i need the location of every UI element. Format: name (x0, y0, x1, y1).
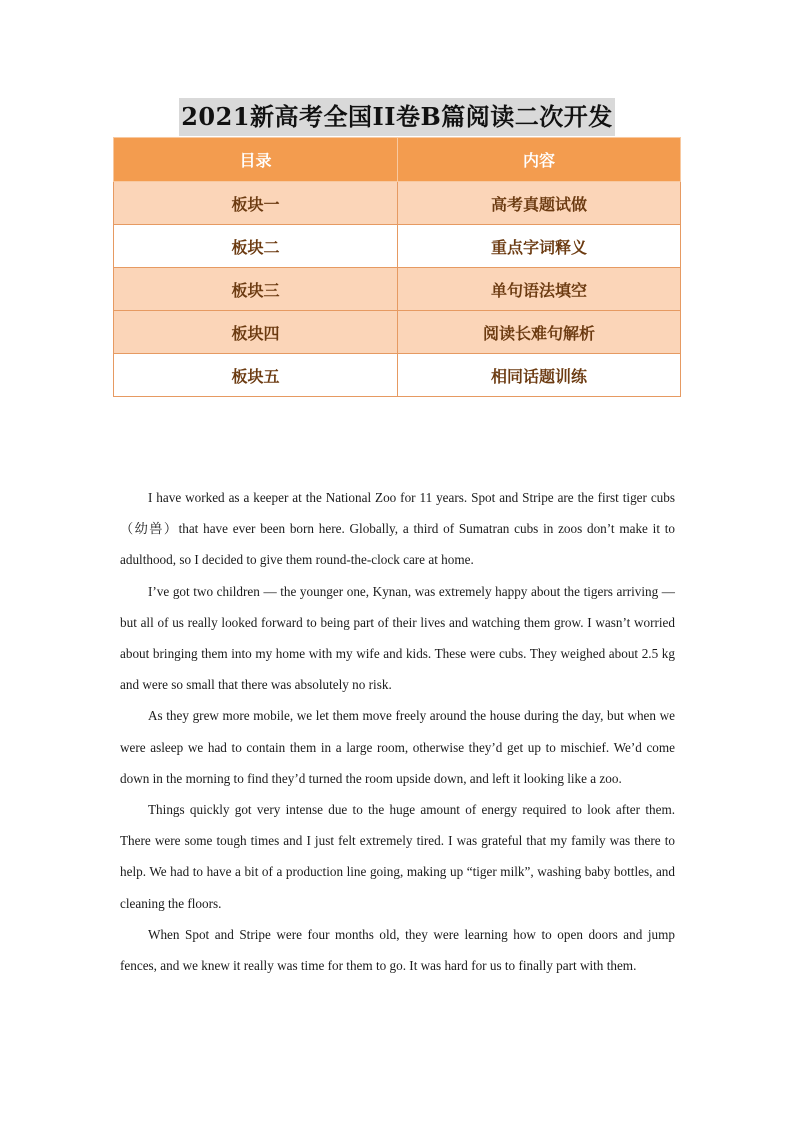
toc-content-cell: 单句语法填空 (398, 268, 681, 311)
toc-content-cell: 重点字词释义 (398, 225, 681, 268)
document-title: 2021新高考全国II卷B篇阅读二次开发 (179, 98, 615, 136)
toc-section-cell: 板块三 (114, 268, 398, 311)
table-row (114, 268, 681, 311)
passage-paragraph-5: When Spot and Stripe were four months old, they were learning how to open doors and jump fences, and we knew it really was time for them to go. It was hard for us to finally part with them. (120, 926, 675, 974)
toc-section-cell: 板块二 (114, 225, 398, 268)
table-row (114, 225, 681, 268)
toc-header-section: 目录 (114, 138, 398, 182)
passage-paragraph-4: Things quickly got very intense due to the huge amount of energy required to look after them. There were some tough times and I just felt extremely tired. I was grateful that my family was there to help. We had to have a bit of a production line going, making up “tiger milk”, washing baby bottles, and cleaning the floors. (120, 802, 675, 911)
passage-paragraph-2: I’ve got two children — the younger one, Kynan, was extremely happy about the tigers arriving — but all of us really looked forward to being part of their lives and watching them grow. I wasn’t worried about bringing them into my home with my wife and kids. These were cubs. They weighed about 2.5 kg and were so small that there was absolutely no risk. (120, 583, 675, 693)
passage-paragraph-3: As they grew more mobile, we let them move freely around the house during the day, but when we were asleep we had to contain them in a large room, otherwise they’d get up to mischief. We’d come down in the morning to find they’d turned the room upside down, and left it looking like a zoo. (120, 708, 675, 786)
toc-header-content: 内容 (398, 138, 681, 182)
toc-content-cell: 相同话题训练 (398, 354, 681, 397)
passage-paragraph-1: I have worked as a keeper at the National Zoo for 11 years. Spot and Stripe are the first tiger cubs（幼兽）that have ever been born here. Globally, a third of Sumatran cubs in zoos don’t make it to adulthood, so I decided to give them round-the-clock care at home. (120, 490, 675, 568)
toc-section-cell: 板块五 (114, 354, 398, 397)
toc-content-cell: 高考真题试做 (398, 182, 681, 225)
document-title-wrap (0, 98, 794, 136)
table-row (114, 354, 681, 397)
table-row (114, 311, 681, 354)
toc-content-cell: 阅读长难句解析 (398, 311, 681, 354)
reading-passage (120, 482, 675, 981)
table-row (114, 182, 681, 225)
toc-table (113, 137, 681, 397)
toc-section-cell: 板块四 (114, 311, 398, 354)
toc-section-cell: 板块一 (114, 182, 398, 225)
toc-header-row (114, 138, 681, 182)
